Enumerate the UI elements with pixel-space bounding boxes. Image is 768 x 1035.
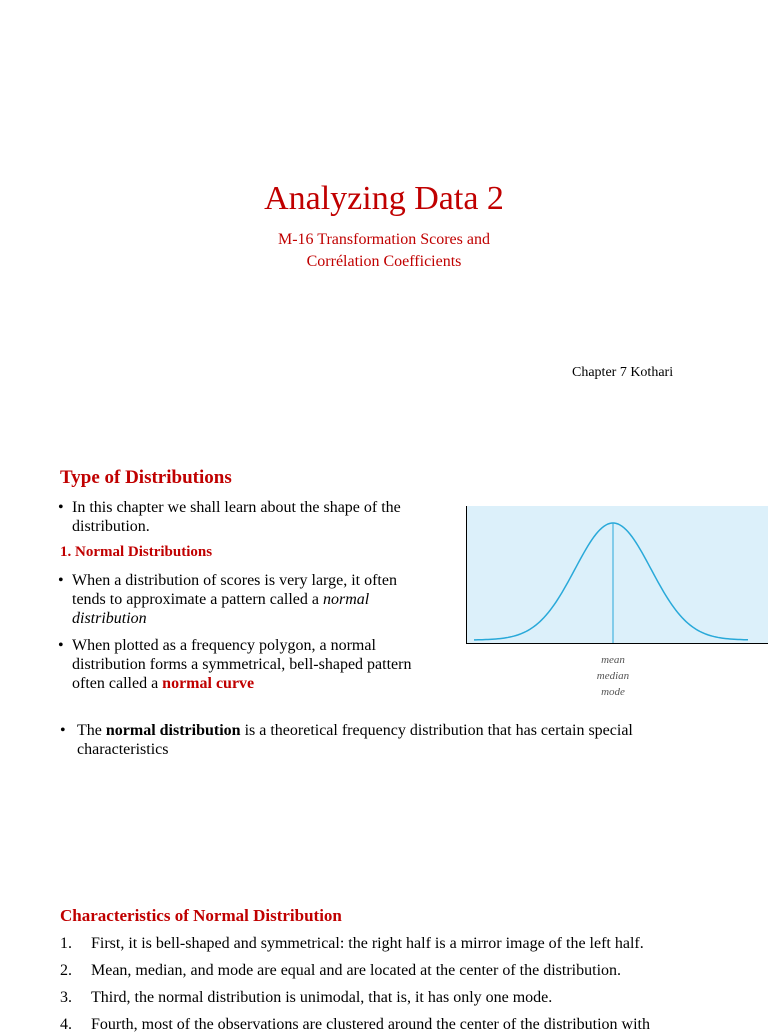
list-text: First, it is bell-shaped and symmetrical: the right half is a mirror image of the left half.: [91, 935, 644, 952]
subtitle-line-1: M-16 Transformation Scores and: [278, 231, 490, 248]
bullet-dot: •: [60, 722, 66, 739]
bullet-text: When a distribution of scores is very large, it often tends to approximate a pattern called a: [72, 572, 397, 608]
section-heading: Type of Distributions: [60, 467, 232, 488]
list-item: [60, 961, 621, 981]
plot-background: [466, 506, 768, 644]
bullet-item: [60, 721, 707, 759]
list-item: [60, 988, 552, 1008]
list-text: Fourth, most of the observations are clustered around the center of the distribution with: [91, 1016, 650, 1033]
bullet-text: is a theoretical frequency distribution that has certain special characteristics: [77, 722, 633, 758]
slide-subtitle: [0, 229, 768, 273]
label-mode: mode: [601, 686, 625, 698]
list-number: 1.: [60, 935, 72, 952]
list-item: [60, 1015, 650, 1035]
characteristics-heading: Characteristics of Normal Distribution: [60, 906, 342, 925]
list-text: Mean, median, and mode are equal and are located at the center of the distribution.: [91, 962, 622, 979]
chapter-reference: Chapter 7 Kothari: [572, 365, 674, 380]
bullet-item: [58, 636, 417, 693]
list-text: Third, the normal distribution is unimodal, that is, it has only one mode.: [91, 989, 553, 1006]
bullet-dot: •: [58, 637, 64, 654]
normal-curve-svg: [466, 506, 768, 706]
list-number: 3.: [60, 989, 72, 1006]
bullet-text: In this chapter we shall learn about the shape of the distribution.: [72, 499, 401, 535]
normal-curve-figure: [466, 506, 768, 706]
bullet-prefix: The: [77, 722, 102, 739]
bullet-bold-term: normal distribution: [105, 722, 241, 739]
bullet-item: [58, 498, 417, 536]
bullet-item: [58, 571, 417, 628]
list-number: 2.: [60, 962, 72, 979]
list-item: [60, 934, 644, 954]
bullet-dot: •: [58, 499, 64, 516]
label-median: median: [596, 670, 630, 682]
bullet-dot: •: [58, 572, 64, 589]
bullet-italic-term: normal distribution: [72, 591, 370, 627]
bullet-highlight-term: normal curve: [162, 675, 255, 692]
subsection-heading: 1. Normal Distributions: [60, 544, 213, 560]
list-number: 4.: [60, 1016, 72, 1033]
bullet-text: When plotted as a frequency polygon, a normal distribution forms a symmetrical, bell-shaped pattern often called a: [72, 637, 412, 692]
subtitle-line-2: Corrélation Coefficients: [306, 253, 462, 270]
label-mean: mean: [601, 654, 625, 666]
slide-title: Analyzing Data 2: [264, 180, 504, 217]
